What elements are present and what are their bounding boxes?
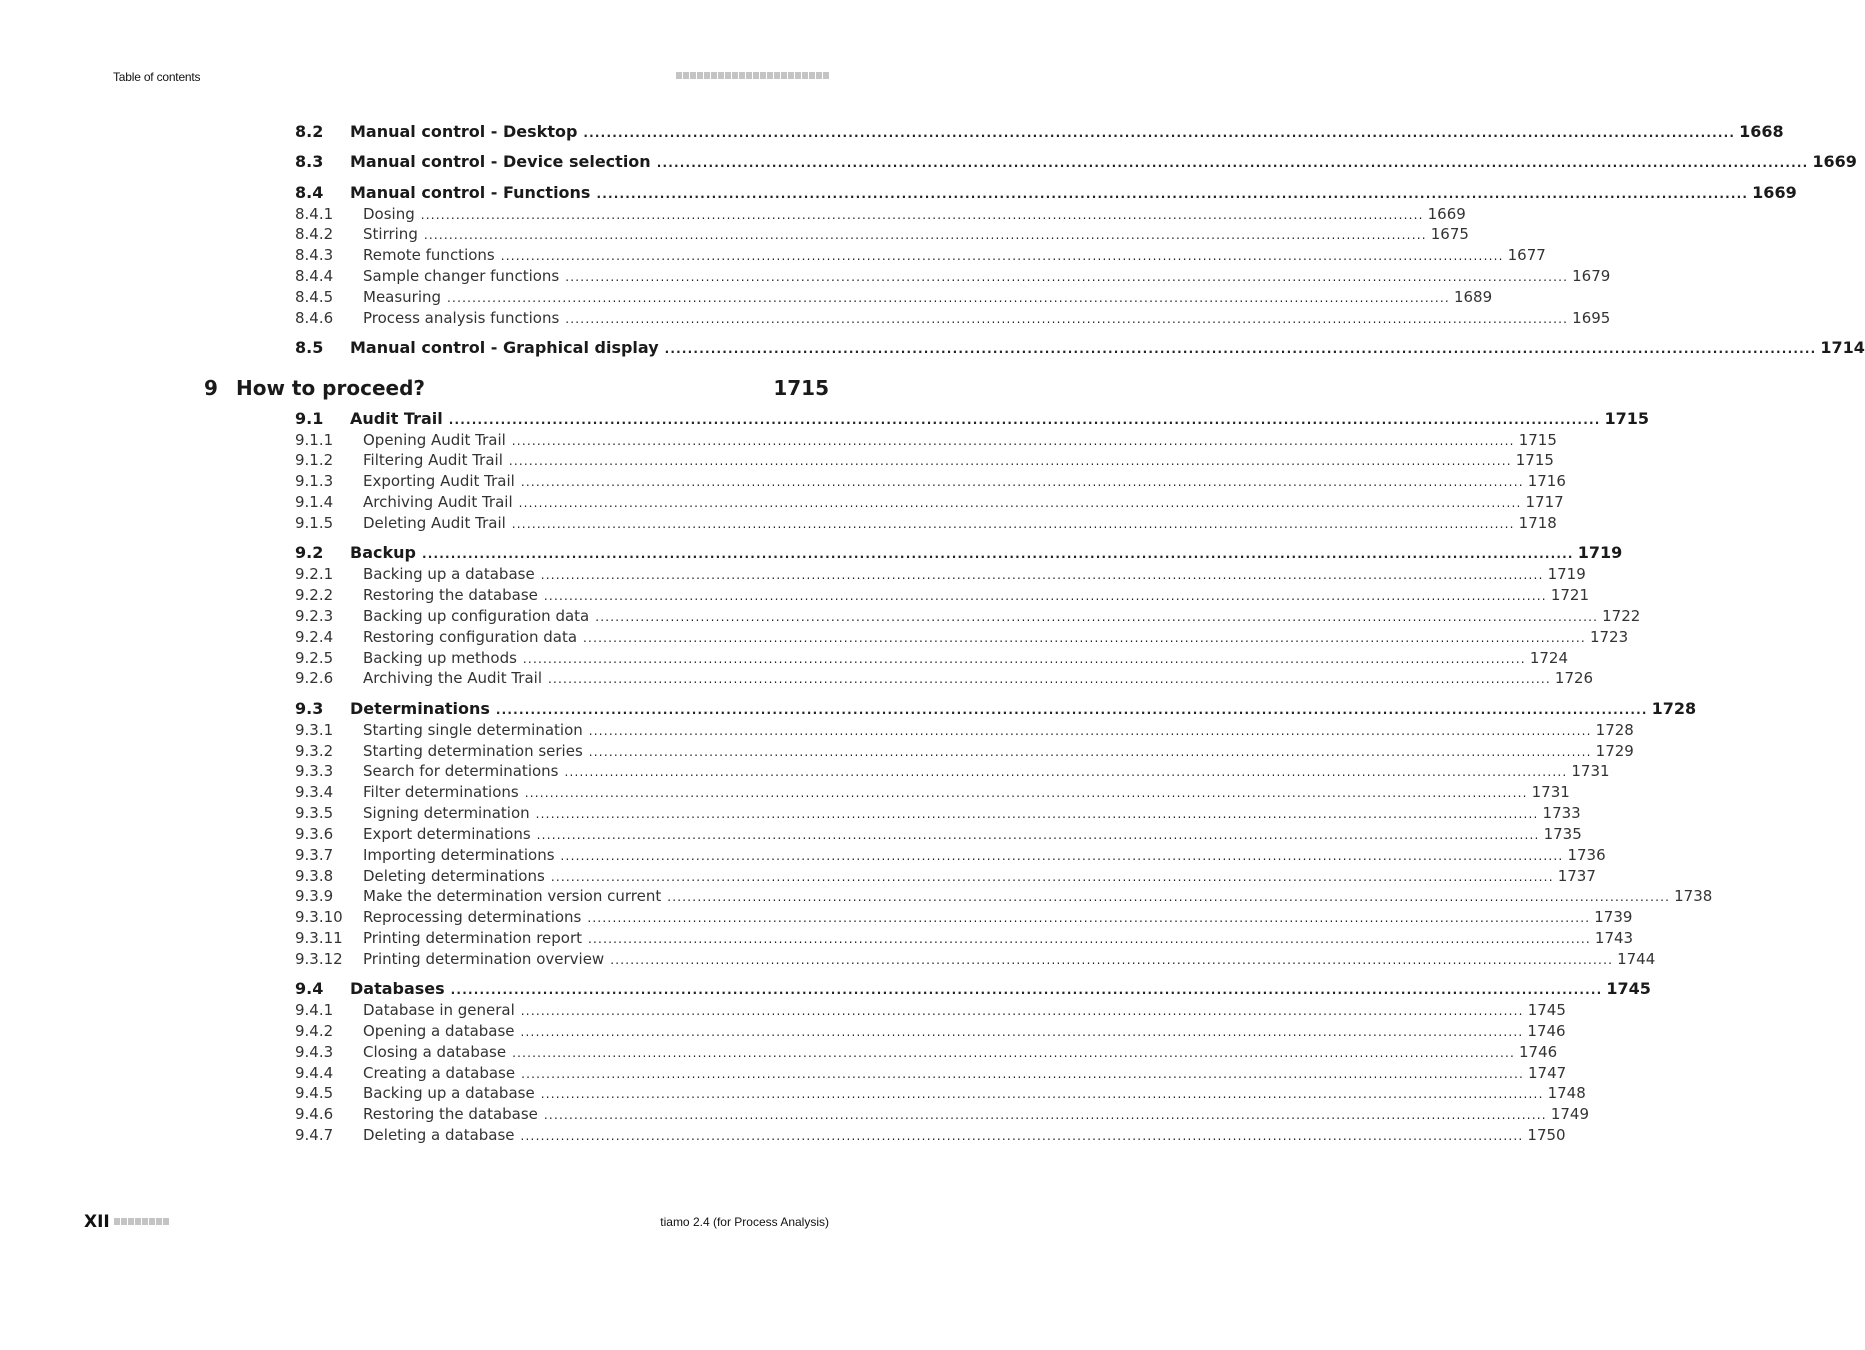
entry-page: 1715 [1604,409,1649,428]
entry-title: Backing up methods [363,649,517,667]
entry-page: 1675 [1430,225,1469,243]
dot-leader: ........................................................................................................................................................................................................ [448,413,1601,427]
entry-page: 1750 [1527,1126,1566,1144]
entry-title: Measuring [363,288,442,306]
entry-number: 9.1.1 [295,431,334,449]
dot-leader: ........................................................................................................................................................................................................ [522,652,1526,666]
toc-subsection-entry[interactable] [295,949,1656,970]
entry-number: 9.4.5 [295,1084,334,1102]
entry-number: 9.3.5 [295,804,334,822]
entry-title: Starting determination series [363,742,583,760]
dot-leader: ........................................................................................................................................................................................................ [595,610,1599,624]
dot-leader: ........................................................................................................................................................................................................ [520,475,1524,489]
toc-subsection-entry[interactable] [295,803,1581,824]
entry-number: 8.2 [295,122,324,141]
dot-leader: ........................................................................................................................................................................................................ [518,496,1522,510]
entry-number: 8.4.6 [295,309,334,327]
dot-leader: ........................................................................................................................................................................................................ [543,1108,1547,1122]
entry-title: Dosing [363,205,415,223]
toc-subsection-entry[interactable] [295,761,1610,782]
toc-subsection-entry[interactable] [295,308,1611,329]
toc-section-entry[interactable] [295,979,1651,1000]
entry-number: 9.3 [295,699,324,718]
entry-number: 9.4.7 [295,1126,334,1144]
entry-number: 8.4.3 [295,246,334,264]
entry-number: 9.2 [295,543,324,562]
dot-leader: ........................................................................................................................................................................................................ [447,291,1450,305]
page-number: XII [84,1212,110,1232]
entry-number: 8.4.4 [295,267,334,285]
dot-leader: ........................................................................................................................................................................................................ [511,517,1515,531]
entry-page: 1719 [1577,543,1623,562]
toc-subsection-entry[interactable] [295,450,1554,471]
entry-title: Archiving Audit Trail [363,493,513,511]
dot-leader: ........................................................................................................................................................................................................ [540,568,1544,582]
toc-subsection-entry[interactable] [295,720,1634,741]
toc-subsection-entry[interactable] [295,907,1633,928]
toc-subsection-entry[interactable] [295,627,1629,648]
entry-page: 1721 [1550,586,1589,604]
entry-number: 9.2.5 [295,649,334,667]
toc-subsection-entry[interactable] [295,741,1634,762]
decoration-square [114,1218,120,1225]
entry-page: 1716 [1527,472,1566,490]
toc-subsection-entry[interactable] [295,886,1713,907]
entry-number: 9.3.12 [295,950,343,968]
toc-subsection-entry[interactable] [295,866,1596,887]
entry-number: 9.3.1 [295,721,334,739]
toc-section-entry[interactable] [295,699,1697,720]
entry-title: Process analysis functions [363,309,560,327]
dot-leader: ........................................................................................................................................................................................................ [423,228,1427,242]
dot-leader: ........................................................................................................................................................................................................ [500,249,1504,263]
toc-subsection-entry[interactable] [295,668,1594,689]
dot-leader: ........................................................................................................................................................................................................ [421,547,1574,561]
dot-leader: ........................................................................................................................................................................................................ [550,870,1554,884]
entry-number: 8.4 [295,183,324,202]
entry-title: Restoring configuration data [363,628,578,646]
dot-leader: ........................................................................................................................................................................................................ [588,745,1592,759]
dot-leader: ........................................................................................................................................................................................................ [583,631,1586,645]
dot-leader: ........................................................................................................................................................................................................ [520,1129,1524,1143]
toc-subsection-entry[interactable] [295,585,1589,606]
entry-number: 9.4.6 [295,1105,334,1123]
entry-title: Restoring the database [363,1105,538,1123]
dot-leader: ........................................................................................................................................................................................................ [596,187,1749,201]
dot-leader: ........................................................................................................................................................................................................ [521,1067,1524,1081]
entry-number: 8.4.2 [295,225,334,243]
dot-leader: ........................................................................................................................................................................................................ [540,1087,1544,1101]
toc-subsection-entry[interactable] [295,1000,1566,1021]
decoration-square [149,1218,155,1225]
dot-leader: ........................................................................................................................................................................................................ [508,454,1512,468]
entry-number: 9.3.4 [295,783,334,801]
entry-title: Databases [350,979,445,998]
entry-title: Starting single determination [363,721,583,739]
entry-number: 8.4.1 [295,205,334,223]
entry-title: Determinations [350,699,490,718]
entry-page: 1722 [1602,607,1641,625]
entry-page: 1728 [1651,699,1697,718]
entry-page: 1729 [1595,742,1634,760]
dot-leader: ........................................................................................................................................................................................................ [495,703,1648,717]
toc-section-entry[interactable] [295,543,1623,564]
entry-title: Export determinations [363,825,531,843]
entry-title: Printing determination report [363,929,583,947]
entry-page: 1715 [1518,431,1557,449]
entry-title: Backup [350,543,416,562]
toc-subsection-entry[interactable] [295,224,1469,245]
dot-leader: ........................................................................................................................................................................................................ [588,932,1591,946]
entry-title: Deleting determinations [363,867,545,885]
entry-page: 1668 [1739,122,1784,141]
entry-title: Exporting Audit Trail [363,472,515,490]
dot-leader: ........................................................................................................................................................................................................ [565,312,1569,326]
decoration-square [128,1218,134,1225]
toc-section-entry[interactable] [295,122,1784,143]
entry-page: 1747 [1527,1064,1567,1082]
entry-page: 1745 [1606,979,1651,998]
dot-leader: ........................................................................................................................................................................................................ [520,1025,1524,1039]
toc-subsection-entry[interactable] [295,928,1634,949]
dot-leader: ........................................................................................................................................................................................................ [564,765,1568,779]
entry-page: 1717 [1525,493,1564,511]
entry-number: 9.2.4 [295,628,334,646]
product-name: tiamo 2.4 (for Process Analysis) [660,1215,829,1229]
entry-title: Sample changer functions [363,267,560,285]
toc-subsection-entry[interactable] [295,287,1493,308]
dot-leader: ........................................................................................................................................................................................................ [560,849,1564,863]
entry-number: 9.3.9 [295,887,334,905]
entry-title: Filter determinations [363,783,519,801]
toc-subsection-entry[interactable] [295,266,1611,287]
dot-leader: ........................................................................................................................................................................................................ [565,270,1569,284]
entry-title: Manual control - Desktop [350,122,578,141]
entry-page: 1735 [1543,825,1582,843]
entry-title: Manual control - Functions [350,183,591,202]
entry-page: 1728 [1595,721,1634,739]
toc-subsection-entry[interactable] [295,782,1570,803]
dot-leader: ........................................................................................................................................................................................................ [664,342,1817,356]
dot-leader: ........................................................................................................................................................................................................ [535,807,1539,821]
entry-page: 1736 [1567,846,1606,864]
dot-leader: ........................................................................................................................................................................................................ [548,672,1551,686]
entry-page: 1739 [1594,908,1633,926]
toc-subsection-entry[interactable] [295,1063,1567,1084]
decoration-square [121,1218,127,1225]
decoration-square [156,1218,162,1225]
toc-subsection-entry[interactable] [295,204,1466,225]
entry-number: 9.2.3 [295,607,334,625]
entry-page: 1745 [1527,1001,1566,1019]
toc-subsection-entry[interactable] [295,492,1564,513]
entry-number: 9.2.6 [295,669,334,687]
dot-leader: ........................................................................................................................................................................................................ [583,126,1736,140]
entry-number: 9.2.1 [295,565,334,583]
entry-page: 1743 [1594,929,1634,947]
entry-number: 9.4 [295,979,324,998]
entry-page: 1731 [1571,762,1610,780]
entry-page: 1718 [1518,514,1557,532]
entry-page: 1695 [1572,309,1611,327]
entry-page: 1677 [1507,246,1546,264]
entry-number: 9.2.2 [295,586,334,604]
toc-section-entry[interactable] [295,152,1857,173]
toc-section-entry[interactable] [295,183,1797,204]
toc-subsection-entry[interactable] [295,606,1641,627]
entry-title: Database in general [363,1001,515,1019]
entry-number: 9.4.3 [295,1043,334,1061]
running-header-title: Table of contents [113,70,201,84]
toc-section-entry[interactable] [295,338,1865,359]
dot-leader: ........................................................................................................................................................................................................ [587,911,1591,925]
entry-number: 8.4.5 [295,288,334,306]
toc-subsection-entry[interactable] [295,1042,1558,1063]
entry-page: 1749 [1550,1105,1589,1123]
toc-subsection-entry[interactable] [295,1083,1586,1104]
entry-number: 8.3 [295,152,324,171]
entry-number: 9.3.7 [295,846,334,864]
entry-title: Importing determinations [363,846,555,864]
entry-page: 1715 [1515,451,1554,469]
decoration-square [135,1218,141,1225]
entry-title: Manual control - Device selection [350,152,651,171]
entry-page: 1723 [1589,628,1629,646]
entry-page: 1744 [1617,950,1656,968]
entry-title: Printing determination overview [363,950,605,968]
chapter-title: How to proceed? [236,376,426,400]
dot-leader: ........................................................................................................................................................................................................ [543,589,1547,603]
entry-page: 1726 [1554,669,1594,687]
entry-title: Backing up configuration data [363,607,590,625]
entry-page: 1714 [1820,338,1865,357]
entry-title: Opening Audit Trail [363,431,506,449]
entry-number: 9.1.5 [295,514,334,532]
dot-leader: ........................................................................................................................................................................................................ [524,786,1528,800]
entry-title: Restoring the database [363,586,538,604]
entry-page: 1669 [1752,183,1797,202]
entry-title: Archiving the Audit Trail [363,669,543,687]
entry-title: Opening a database [363,1022,515,1040]
toc-subsection-entry[interactable] [295,648,1568,669]
entry-number: 9.4.4 [295,1064,334,1082]
entry-title: Deleting Audit Trail [363,514,506,532]
entry-number: 9.3.10 [295,908,343,926]
entry-title: Signing determination [363,804,530,822]
entry-title: Stirring [363,225,418,243]
toc-subsection-entry[interactable] [295,1021,1566,1042]
footer-decoration [114,1218,169,1225]
dot-leader: ........................................................................................................................................................................................................ [450,983,1603,997]
entry-page: 1746 [1519,1043,1558,1061]
entry-title: Audit Trail [350,409,443,428]
chapter-number: 9 [204,376,218,400]
toc-subsection-entry[interactable] [295,430,1557,451]
entry-page: 1733 [1542,804,1581,822]
decoration-square [163,1218,169,1225]
entry-title: Deleting a database [363,1126,515,1144]
entry-number: 9.3.3 [295,762,334,780]
entry-page: 1748 [1547,1084,1586,1102]
entry-number: 9.3.11 [295,929,343,947]
entry-page: 1669 [1812,152,1857,171]
entry-page: 1746 [1527,1022,1566,1040]
toc-subsection-entry[interactable] [295,1125,1566,1146]
entry-title: Manual control - Graphical display [350,338,659,357]
entry-title: Backing up a database [363,1084,535,1102]
entry-page: 1724 [1529,649,1568,667]
dot-leader: ........................................................................................................................................................................................................ [512,1046,1515,1060]
entry-page: 1737 [1557,867,1596,885]
entry-number: 8.5 [295,338,324,357]
toc-subsection-entry[interactable] [295,513,1557,534]
entry-page: 1679 [1572,267,1611,285]
entry-page: 1731 [1531,783,1570,801]
entry-page: 1719 [1547,565,1586,583]
dot-leader: ........................................................................................................................................................................................................ [536,828,1540,842]
dot-leader: ........................................................................................................................................................................................................ [420,208,1424,222]
dot-leader: ........................................................................................................................................................................................................ [656,156,1809,170]
entry-page: 1738 [1674,887,1713,905]
toc-section-entry[interactable] [295,409,1649,430]
entry-title: Filtering Audit Trail [363,451,503,469]
decoration-square [142,1218,148,1225]
chapter-page: 1715 [773,376,829,400]
entry-page: 1689 [1453,288,1493,306]
toc-subsection-entry[interactable] [295,824,1582,845]
dot-leader: ........................................................................................................................................................................................................ [588,724,1592,738]
dot-leader: ........................................................................................................................................................................................................ [520,1004,1524,1018]
toc-subsection-entry[interactable] [295,845,1606,866]
entry-number: 9.1 [295,409,324,428]
chapter-heading[interactable] [204,376,829,400]
entry-number: 9.1.3 [295,472,334,490]
toc-subsection-entry[interactable] [295,471,1566,492]
toc-subsection-entry[interactable] [295,1104,1589,1125]
dot-leader: ........................................................................................................................................................................................................ [610,953,1614,967]
entry-title: Reprocessing determinations [363,908,582,926]
entry-title: Search for determinations [363,762,559,780]
entry-title: Creating a database [363,1064,516,1082]
toc-subsection-entry[interactable] [295,564,1586,585]
entry-number: 9.4.1 [295,1001,334,1019]
dot-leader: ........................................................................................................................................................................................................ [511,434,1515,448]
entry-title: Remote functions [363,246,495,264]
entry-title: Closing a database [363,1043,507,1061]
dot-leader: ........................................................................................................................................................................................................ [667,890,1671,904]
entry-title: Make the determination version current [363,887,662,905]
entry-number: 9.1.2 [295,451,334,469]
entry-page: 1669 [1427,205,1466,223]
entry-number: 9.3.8 [295,867,334,885]
entry-title: Backing up a database [363,565,535,583]
entry-number: 9.1.4 [295,493,334,511]
entry-number: 9.3.2 [295,742,334,760]
entry-number: 9.4.2 [295,1022,334,1040]
entry-number: 9.3.6 [295,825,334,843]
toc-subsection-entry[interactable] [295,245,1546,266]
